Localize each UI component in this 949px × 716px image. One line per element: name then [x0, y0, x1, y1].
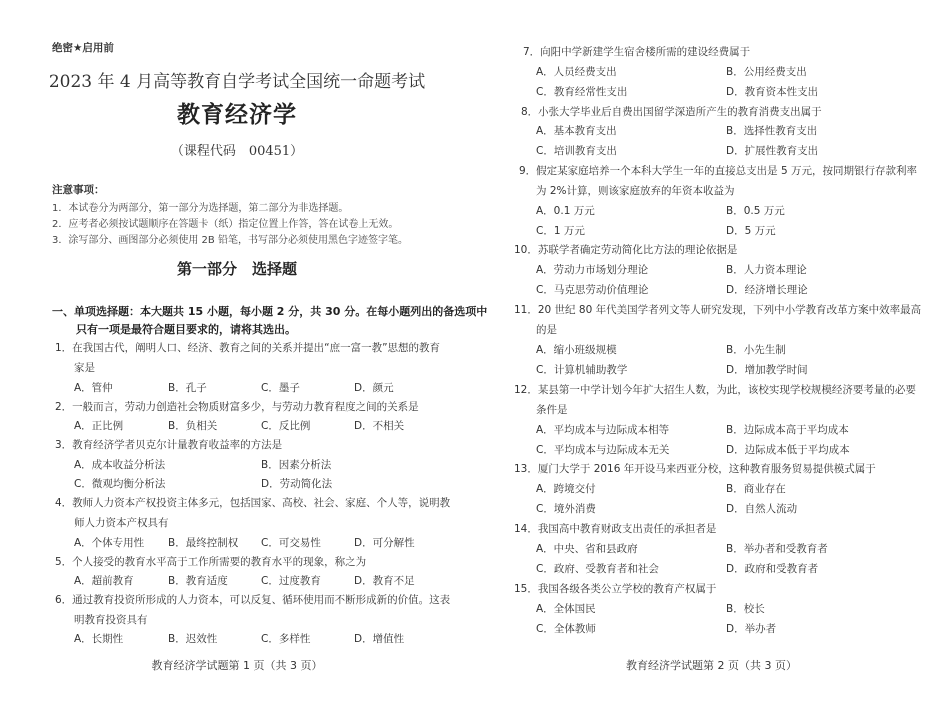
- option: A．成本收益分析法: [74, 459, 166, 471]
- option: C．培训教育支出: [536, 145, 617, 157]
- option: D．自然人流动: [726, 503, 798, 515]
- option: B．校长: [726, 603, 765, 615]
- option: C．墨子: [261, 382, 300, 394]
- section-instructions-cont: 只有一项是最符合题目要求的，请将其选出。: [76, 323, 296, 336]
- course-code: （课程代码 00451）: [170, 144, 304, 159]
- option: B．边际成本高于平均成本: [726, 424, 849, 436]
- option: A．平均成本与边际成本相等: [536, 424, 670, 436]
- question-1: 1．在我国古代，阐明人口、经济、教育之间的关系并提出“庶一富一教”思想的教育: [55, 342, 441, 354]
- option: C．境外消费: [536, 503, 596, 515]
- question-4: 4．教师人力资本产权投资主体多元，包括国家、高校、社会、家庭、个人等，说明教: [55, 497, 451, 509]
- option: C．反比例: [261, 420, 311, 432]
- option: C．多样性: [261, 633, 311, 645]
- option: D．增加教学时间: [726, 364, 808, 376]
- option: B．举办者和受教育者: [726, 543, 828, 555]
- option: B．公用经费支出: [726, 66, 807, 78]
- question-7: 7．向阳中学新建学生宿舍楼所需的建设经费属于: [523, 46, 751, 58]
- question-11: 11．20 世纪 80 年代美国学者列文等人研究发现，下列中小学教育改革方案中效率最高: [514, 304, 922, 316]
- option: B．负相关: [168, 420, 218, 432]
- option: C．可交易性: [261, 537, 321, 549]
- option: D．劳动简化法: [261, 478, 333, 490]
- option: D．经济增长理论: [726, 284, 808, 296]
- secret-mark: 绝密★启用前: [52, 42, 114, 54]
- option: C．教育经常性支出: [536, 86, 628, 98]
- question-6: 6．通过教育投资所形成的人力资本，可以反复、循环使用而不断形成新的价值。这表: [55, 594, 451, 606]
- option: A．中央、省和县政府: [536, 543, 638, 555]
- option: B．迟效性: [168, 633, 218, 645]
- option: C．过度教育: [261, 575, 321, 587]
- option: D．增值性: [354, 633, 405, 645]
- option: B．最终控制权: [168, 537, 239, 549]
- option: A．全体国民: [536, 603, 596, 615]
- option: C．政府、受教育者和社会: [536, 563, 659, 575]
- page-footer: 教育经济学试题第 2 页（共 3 页）: [626, 659, 797, 672]
- question-1-cont: 家是: [74, 362, 95, 374]
- question-6-cont: 明教育投资具有: [74, 614, 148, 626]
- notice-item: 1．本试卷分为两部分，第一部分为选择题，第二部分为非选择题。: [52, 203, 349, 214]
- option: B．人力资本理论: [726, 264, 807, 276]
- option: D．边际成本低于平均成本: [726, 444, 850, 456]
- option: B．因素分析法: [261, 459, 332, 471]
- option: D．不相关: [354, 420, 405, 432]
- option: D．颜元: [354, 382, 394, 394]
- notice-item: 2．应考者必须按试题顺序在答题卡（纸）指定位置上作答，答在试卷上无效。: [52, 219, 399, 230]
- option: D．教育资本性支出: [726, 86, 819, 98]
- question-10: 10．苏联学者确定劳动简化比方法的理论依据是: [514, 244, 738, 256]
- notice-item: 3．涂写部分、画图部分必须使用 2B 铅笔，书写部分必须使用黑色字迹签字笔。: [52, 235, 408, 246]
- question-15: 15．我国各级各类公立学校的教育产权属于: [514, 583, 717, 595]
- option: B．商业存在: [726, 483, 786, 495]
- option: A．管仲: [74, 382, 113, 394]
- option: C．1 万元: [536, 225, 585, 237]
- option: C．全体教师: [536, 623, 596, 635]
- question-9-cont: 为 2%计算，则该家庭放弃的年资本收益为: [536, 185, 735, 197]
- question-2: 2．一般而言，劳动力创造社会物质财富多少，与劳动力教育程度之间的关系是: [55, 401, 419, 413]
- option: D．可分解性: [354, 537, 415, 549]
- exam-page-2: [474, 0, 949, 716]
- option: A．跨境交付: [536, 483, 596, 495]
- option: A．劳动力市场划分理论: [536, 264, 649, 276]
- option: C．平均成本与边际成本无关: [536, 444, 670, 456]
- option: D．举办者: [726, 623, 777, 635]
- option: D．教育不足: [354, 575, 415, 587]
- exam-title: 2023 年 4 月高等教育自学考试全国统一命题考试: [48, 72, 426, 92]
- option: A．0.1 万元: [536, 205, 595, 217]
- page-footer: 教育经济学试题第 1 页（共 3 页）: [151, 659, 323, 672]
- question-9: 9．假定某家庭培养一个本科大学生一年的直接总支出是 5 万元，按同期银行存款利率: [519, 165, 918, 177]
- option: B．教育适度: [168, 575, 228, 587]
- option: A．正比例: [74, 420, 124, 432]
- question-14: 14．我国高中教育财政支出责任的承担者是: [514, 523, 717, 535]
- option: A．超前教育: [74, 575, 134, 587]
- option: A．个体专用性: [74, 537, 145, 549]
- question-13: 13．厦门大学于 2016 年开设马来西亚分校，这种教育服务贸易提供模式属于: [514, 463, 876, 475]
- option: C．计算机辅助教学: [536, 364, 628, 376]
- question-8: 8．小张大学毕业后自费出国留学深造所产生的教育消费支出属于: [521, 106, 822, 118]
- option: D．政府和受教育者: [726, 563, 819, 575]
- question-4-cont: 师人力资本产权具有: [74, 517, 169, 529]
- question-11-cont: 的是: [536, 324, 557, 336]
- option: B．小先生制: [726, 344, 786, 356]
- section-instructions: 一、单项选择题：本大题共 15 小题，每小题 2 分，共 30 分。在每小题列出的备选项中: [52, 305, 488, 318]
- question-3: 3．教育经济学者贝克尔计量教育收益率的方法是: [55, 439, 283, 451]
- question-5: 5．个人接受的教育水平高于工作所需要的教育水平的现象，称之为: [55, 556, 367, 568]
- question-12: 12．某县第一中学计划今年扩大招生人数，为此，该校实现学校规模经济要考量的必要: [514, 384, 916, 396]
- option: A．缩小班级规模: [536, 344, 617, 356]
- subject-title: 教育经济学: [177, 102, 297, 128]
- option: D．扩展性教育支出: [726, 145, 819, 157]
- notice-heading: 注意事项：: [52, 184, 105, 196]
- question-12-cont: 条件是: [536, 404, 568, 416]
- option: B．选择性教育支出: [726, 125, 818, 137]
- part-title: 第一部分 选择题: [176, 260, 297, 278]
- option: A．基本教育支出: [536, 125, 617, 137]
- option: D．5 万元: [726, 225, 776, 237]
- option: B．0.5 万元: [726, 205, 785, 217]
- option: C．微观均衡分析法: [74, 478, 166, 490]
- option: B．孔子: [168, 382, 207, 394]
- option: C．马克思劳动价值理论: [536, 284, 649, 296]
- option: A．长期性: [74, 633, 124, 645]
- option: A．人员经费支出: [536, 66, 617, 78]
